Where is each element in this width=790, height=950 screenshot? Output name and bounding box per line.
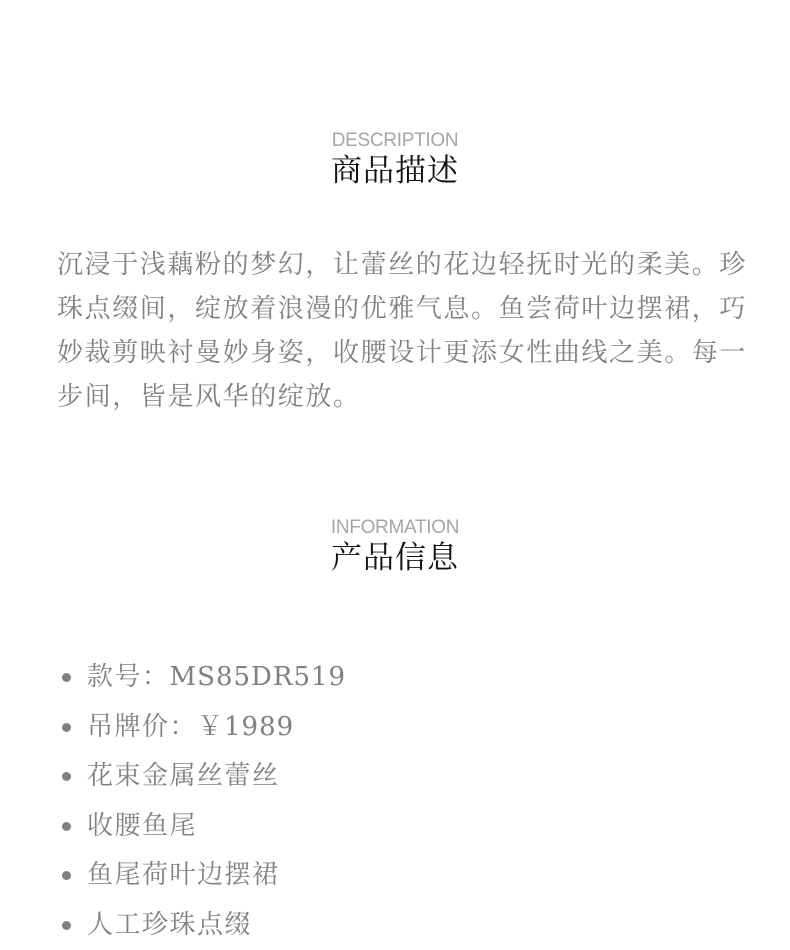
information-eyebrow: INFORMATION (0, 517, 790, 539)
bullet-dot-icon (62, 723, 71, 732)
product-info-list (58, 653, 346, 950)
bullet-dot-icon (62, 921, 71, 930)
information-header (0, 517, 790, 577)
info-item-style-number (58, 653, 346, 703)
info-item-pearl (58, 901, 346, 950)
info-item-lace (58, 752, 346, 802)
description-eyebrow: DESCRIPTION (0, 130, 790, 152)
description-text: 沉浸于浅藕粉的梦幻，让蕾丝的花边轻抚时光的柔美。珍珠点缀间，绽放着浪漫的优雅气息。鱼尝荷叶边摆裙，巧妙裁剪映衬曼妙身姿，收腰设计更添女性曲线之美。每一步间，皆是风华的绽放。 (57, 243, 747, 419)
info-item-label: 吊牌价： (87, 712, 197, 742)
info-item-value: ￥1989 (197, 712, 294, 742)
info-item-label: 人工珍珠点缀 (87, 910, 252, 940)
bullet-dot-icon (62, 673, 71, 682)
info-item-tag-price (58, 703, 346, 753)
info-item-label: 收腰鱼尾 (87, 811, 197, 841)
info-item-label: 款号： (87, 662, 170, 692)
description-title: 商品描述 (0, 152, 790, 190)
info-item-hem (58, 851, 346, 901)
bullet-dot-icon (62, 822, 71, 831)
info-item-waist (58, 802, 346, 852)
info-item-label: 鱼尾荷叶边摆裙 (87, 860, 280, 890)
info-item-value: MS85DR519 (170, 662, 347, 692)
information-title: 产品信息 (0, 539, 790, 577)
description-header (0, 130, 790, 190)
bullet-dot-icon (62, 871, 71, 880)
info-item-label: 花束金属丝蕾丝 (87, 761, 280, 791)
bullet-dot-icon (62, 772, 71, 781)
